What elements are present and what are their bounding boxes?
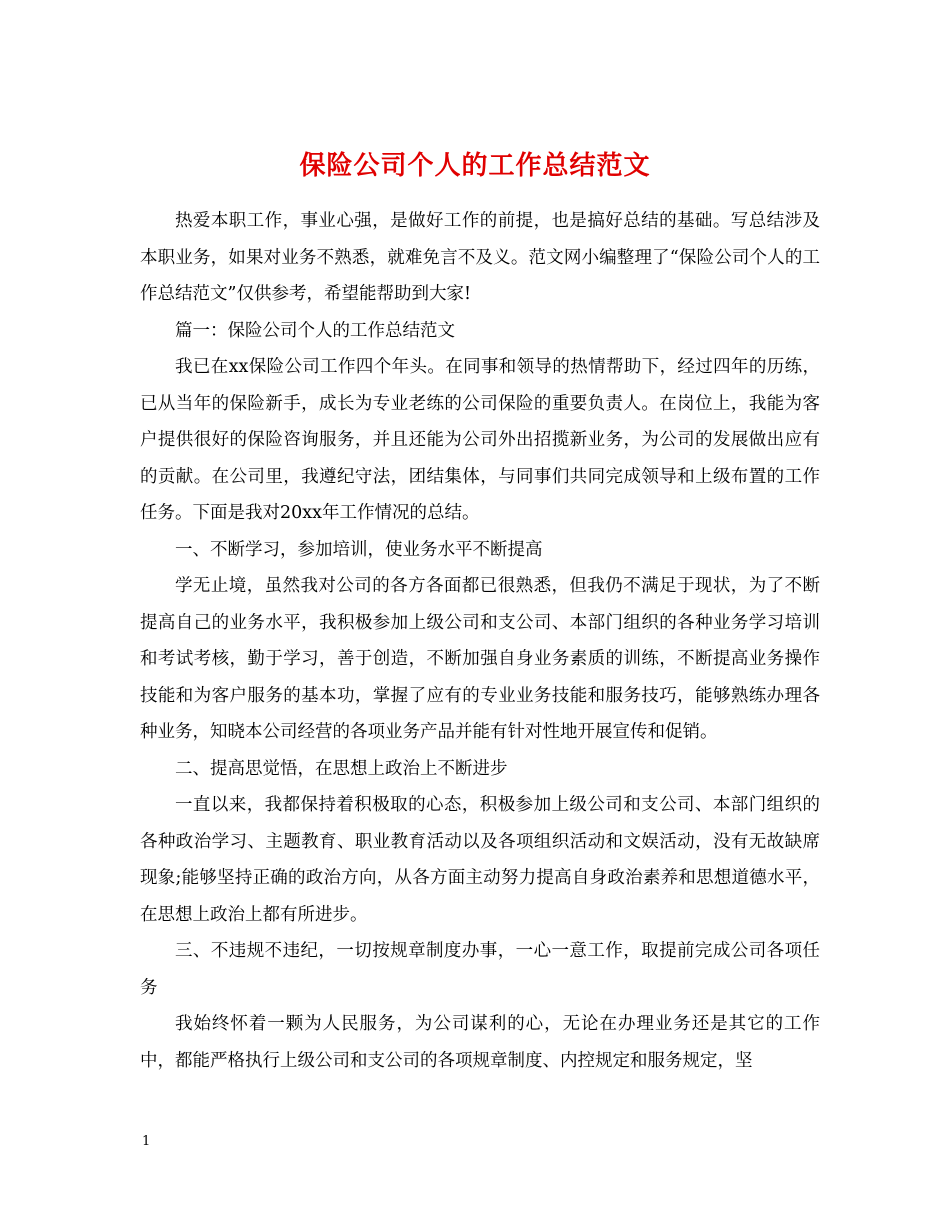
section-heading-political-awareness: 二、提高思觉悟，在思想上政治上不断进步 (175, 758, 508, 779)
body-paragraph: 我已在xx保险公司工作四个年头。在同事和领导的热情帮助下，经过四年的历练，已从当年的保险新手，成长为专业老练的公司保险的重要负责人。在岗位上，我能为客户提供很好的保险咨询服务，并且还能为公司外出招揽新业务，为公司的发展做出应有的贡献。在公司里，我遵纪守法，团结集体，与同事们共同完成领导和上级布置的工作任务。下面是我对20xx年工作情况的总结。 (140, 357, 820, 523)
intro-paragraph: 热爱本职工作，事业心强，是做好工作的前提，也是搞好总结的基础。写总结涉及本职业务，如果对业务不熟悉，就难免言不及义。范文网小编整理了“保险公司个人的工作总结范文”仅供参考，希望能帮助到大家! (140, 211, 820, 304)
section-heading-compliance: 三、不违规不违纪，一切按规章制度办事，一心一意工作，取提前完成公司各项任务 (140, 941, 820, 998)
body-paragraph: 我始终怀着一颗为人民服务，为公司谋利的心，无论在办理业务还是其它的工作中，都能严格执行上级公司和支公司的各项规章制度、内控规定和服务规定，坚 (140, 1014, 820, 1071)
body-paragraph: 学无止境，虽然我对公司的各方各面都已很熟悉，但我仍不满足于现状，为了不断提高自己的业务水平，我积极参加上级公司和支公司、本部门组织的各种业务学习培训和考试考核，勤于学习，善于创造，不断加强自身业务素质的训练，不断提高业务操作技能和为客户服务的基本功，掌握了应有的专业业务技能和服务技巧，能够熟练办理各种业务，知晓本公司经营的各项业务产品并能有针对性地开展宣传和促销。 (140, 576, 820, 742)
document-title: 保险公司个人的工作总结范文 (299, 151, 651, 182)
section-heading-part-one: 篇一：保险公司个人的工作总结范文 (175, 320, 455, 341)
page-number: 1 (142, 1134, 151, 1149)
document-body (140, 203, 820, 1079)
section-heading-learning: 一、不断学习，参加培训，使业务水平不断提高 (175, 539, 543, 560)
body-paragraph: 一直以来，我都保持着积极取的心态，积极参加上级公司和支公司、本部门组织的各种政治学习、主题教育、职业教育活动以及各项组织活动和文娱活动，没有无故缺席现象;能够坚持正确的政治方向，从各方面主动努力提高自身政治素养和思想道德水平，在思想上政治上都有所进步。 (140, 795, 820, 925)
